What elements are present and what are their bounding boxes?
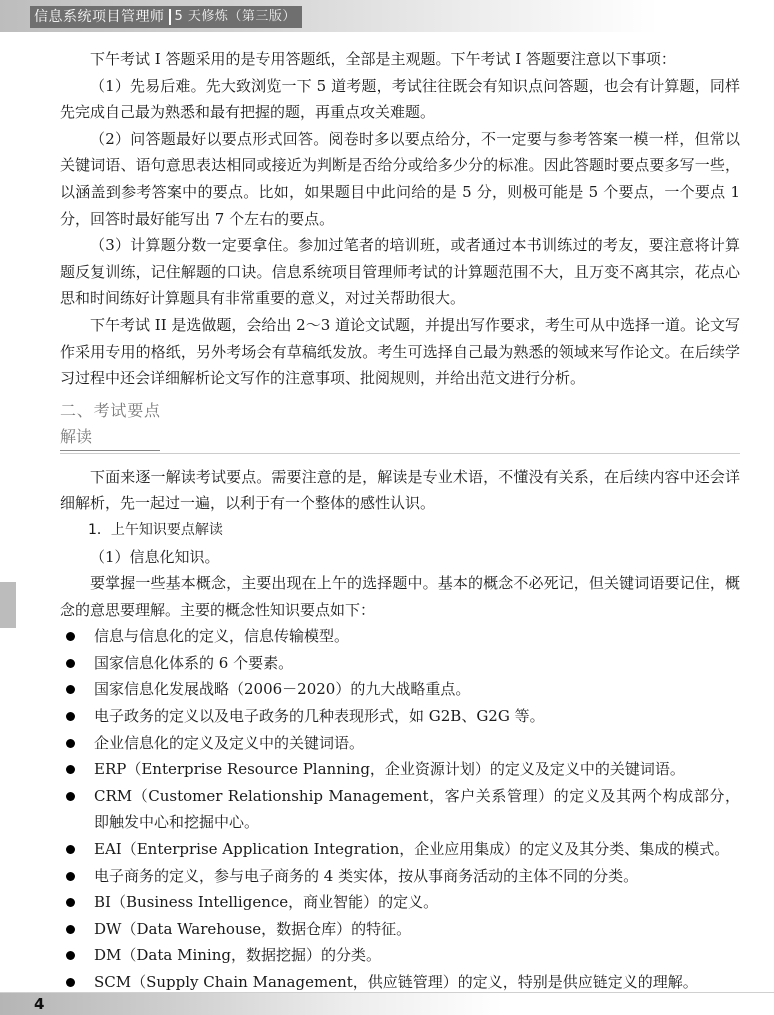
side-thumb-tab bbox=[0, 582, 16, 628]
paragraph: （1）先易后难。先大致浏览一下 5 道考题，考试往往既会有知识点问答题，也会有计算题，同样先完成自己最为熟悉和最有把握的题，再重点攻关难题。 bbox=[60, 76, 740, 122]
bullet-icon bbox=[66, 925, 75, 934]
list-item-text: DM（Data Mining，数据挖掘）的分类。 bbox=[94, 946, 381, 965]
list-item-text: 电子政务的定义以及电子政务的几种表现形式，如 G2B、G2G 等。 bbox=[94, 707, 545, 726]
list-item bbox=[60, 889, 740, 916]
lead-paragraph: 要掌握一些基本概念，主要出现在上午的选择题中。基本的概念不必死记，但关键词语要记住，概念的意思要理解。主要的概念性知识要点如下： bbox=[60, 574, 740, 619]
book-title: 信息系统项目管理师 bbox=[34, 9, 165, 25]
paragraph: 下午考试 II 是选做题，会给出 2～3 道论文试题，并提出写作要求，考生可从中选择一道。论文写作采用专用的格纸，另外考场会有草稿纸发放。考生可选择自己最为熟悉的领域来写作论文。在后续学习过程中还会详细解析论文写作的注意事项、批阅规则，并给出范文进行分析。 bbox=[60, 315, 741, 388]
list-item-text: 企业信息化的定义及定义中的关键词语。 bbox=[94, 733, 365, 752]
key-points-list bbox=[60, 623, 740, 995]
subsubsection-heading: （1）信息化知识。 bbox=[90, 547, 220, 566]
footer-band bbox=[0, 993, 774, 1015]
list-item-text: BI（Business Intelligence，商业智能）的定义。 bbox=[94, 893, 439, 912]
section-divider bbox=[60, 453, 740, 454]
bullet-icon bbox=[66, 845, 75, 854]
list-item-text: DW（Data Warehouse，数据仓库）的特征。 bbox=[94, 919, 412, 938]
list-item-text: CRM（Customer Relationship Management，客户关系管理）的定义及其两个构成部分，即触发中心和挖掘中心。 bbox=[94, 786, 740, 832]
list-item-text: ERP（Enterprise Resource Planning，企业资源计划）的定义及定义中的关键词语。 bbox=[94, 760, 685, 779]
book-subtitle: 5 天修炼（第三版） bbox=[174, 9, 296, 24]
list-item bbox=[60, 916, 740, 943]
bullet-icon bbox=[66, 872, 75, 881]
bullet-icon bbox=[66, 765, 75, 774]
list-item-text: 国家信息化发展战略（2006－2020）的九大战略重点。 bbox=[94, 680, 471, 699]
section-heading: 二、考试要点解读 bbox=[60, 398, 160, 451]
section-intro: 下面来逐一解读考试要点。需要注意的是，解读是专业术语，不懂没有关系，在后续内容中还会详细解析，先一起过一遍，以利于有一个整体的感性认识。 bbox=[60, 467, 740, 513]
bullet-icon bbox=[66, 792, 75, 801]
list-item bbox=[60, 863, 740, 890]
list-item bbox=[60, 756, 740, 783]
running-header bbox=[30, 6, 302, 28]
list-item bbox=[60, 783, 740, 836]
paragraph: 下午考试 I 答题采用的是专用答题纸，全部是主观题。下午考试 I 答题要注意以下事项： bbox=[90, 50, 676, 68]
page-body bbox=[60, 46, 740, 996]
bullet-icon bbox=[66, 898, 75, 907]
page-number: 4 bbox=[34, 995, 45, 1013]
paragraph: （2）问答题最好以要点形式回答。阅卷时多以要点给分，不一定要与参考答案一模一样，但常以关键词语、语句意思表达相同或接近为判断是否给分或给多少分的标准。因此答题时要点要多写一些，以涵盖到参考答案中的要点。比如，如果题目中此问给的是 5 分，则极可能是 5 个要点，一个要点 1 分，回答时最好能写出 7 个左右的要点。 bbox=[60, 129, 740, 228]
bullet-icon bbox=[66, 739, 75, 748]
list-item-text: 电子商务的定义，参与电子商务的 4 类实体，按从事商务活动的主体不同的分类。 bbox=[94, 866, 639, 885]
bullet-icon bbox=[66, 685, 75, 694]
bullet-icon bbox=[66, 659, 75, 668]
list-item bbox=[60, 650, 740, 677]
list-item bbox=[60, 836, 740, 863]
list-item bbox=[60, 942, 740, 969]
paragraph: （3）计算题分数一定要拿住。参加过笔者的培训班，或者通过本书训练过的考友，要注意将计算题反复训练，记住解题的口诀。信息系统项目管理师考试的计算题范围不大，且万变不离其宗，花点心思和时间练好计算题具有非常重要的意义，对过关帮助很大。 bbox=[60, 236, 740, 308]
subsection-heading: 1．上午知识要点解读 bbox=[88, 521, 223, 538]
list-item bbox=[60, 676, 740, 703]
bullet-icon bbox=[66, 632, 75, 641]
list-item-text: 国家信息化体系的 6 个要素。 bbox=[94, 653, 294, 672]
list-item-text: EAI（Enterprise Application Integration，企业应用集成）的定义及其分类、集成的模式。 bbox=[94, 840, 730, 859]
bullet-icon bbox=[66, 978, 75, 987]
header-separator bbox=[169, 9, 171, 25]
bullet-icon bbox=[66, 712, 75, 721]
list-item-text: 信息与信息化的定义，信息传输模型。 bbox=[94, 627, 350, 646]
bullet-icon bbox=[66, 951, 75, 960]
list-item bbox=[60, 703, 740, 730]
list-item bbox=[60, 623, 740, 650]
list-item bbox=[60, 730, 740, 757]
list-item-text: SCM（Supply Chain Management，供应链管理）的定义，特别是供应链定义的理解。 bbox=[94, 973, 698, 991]
